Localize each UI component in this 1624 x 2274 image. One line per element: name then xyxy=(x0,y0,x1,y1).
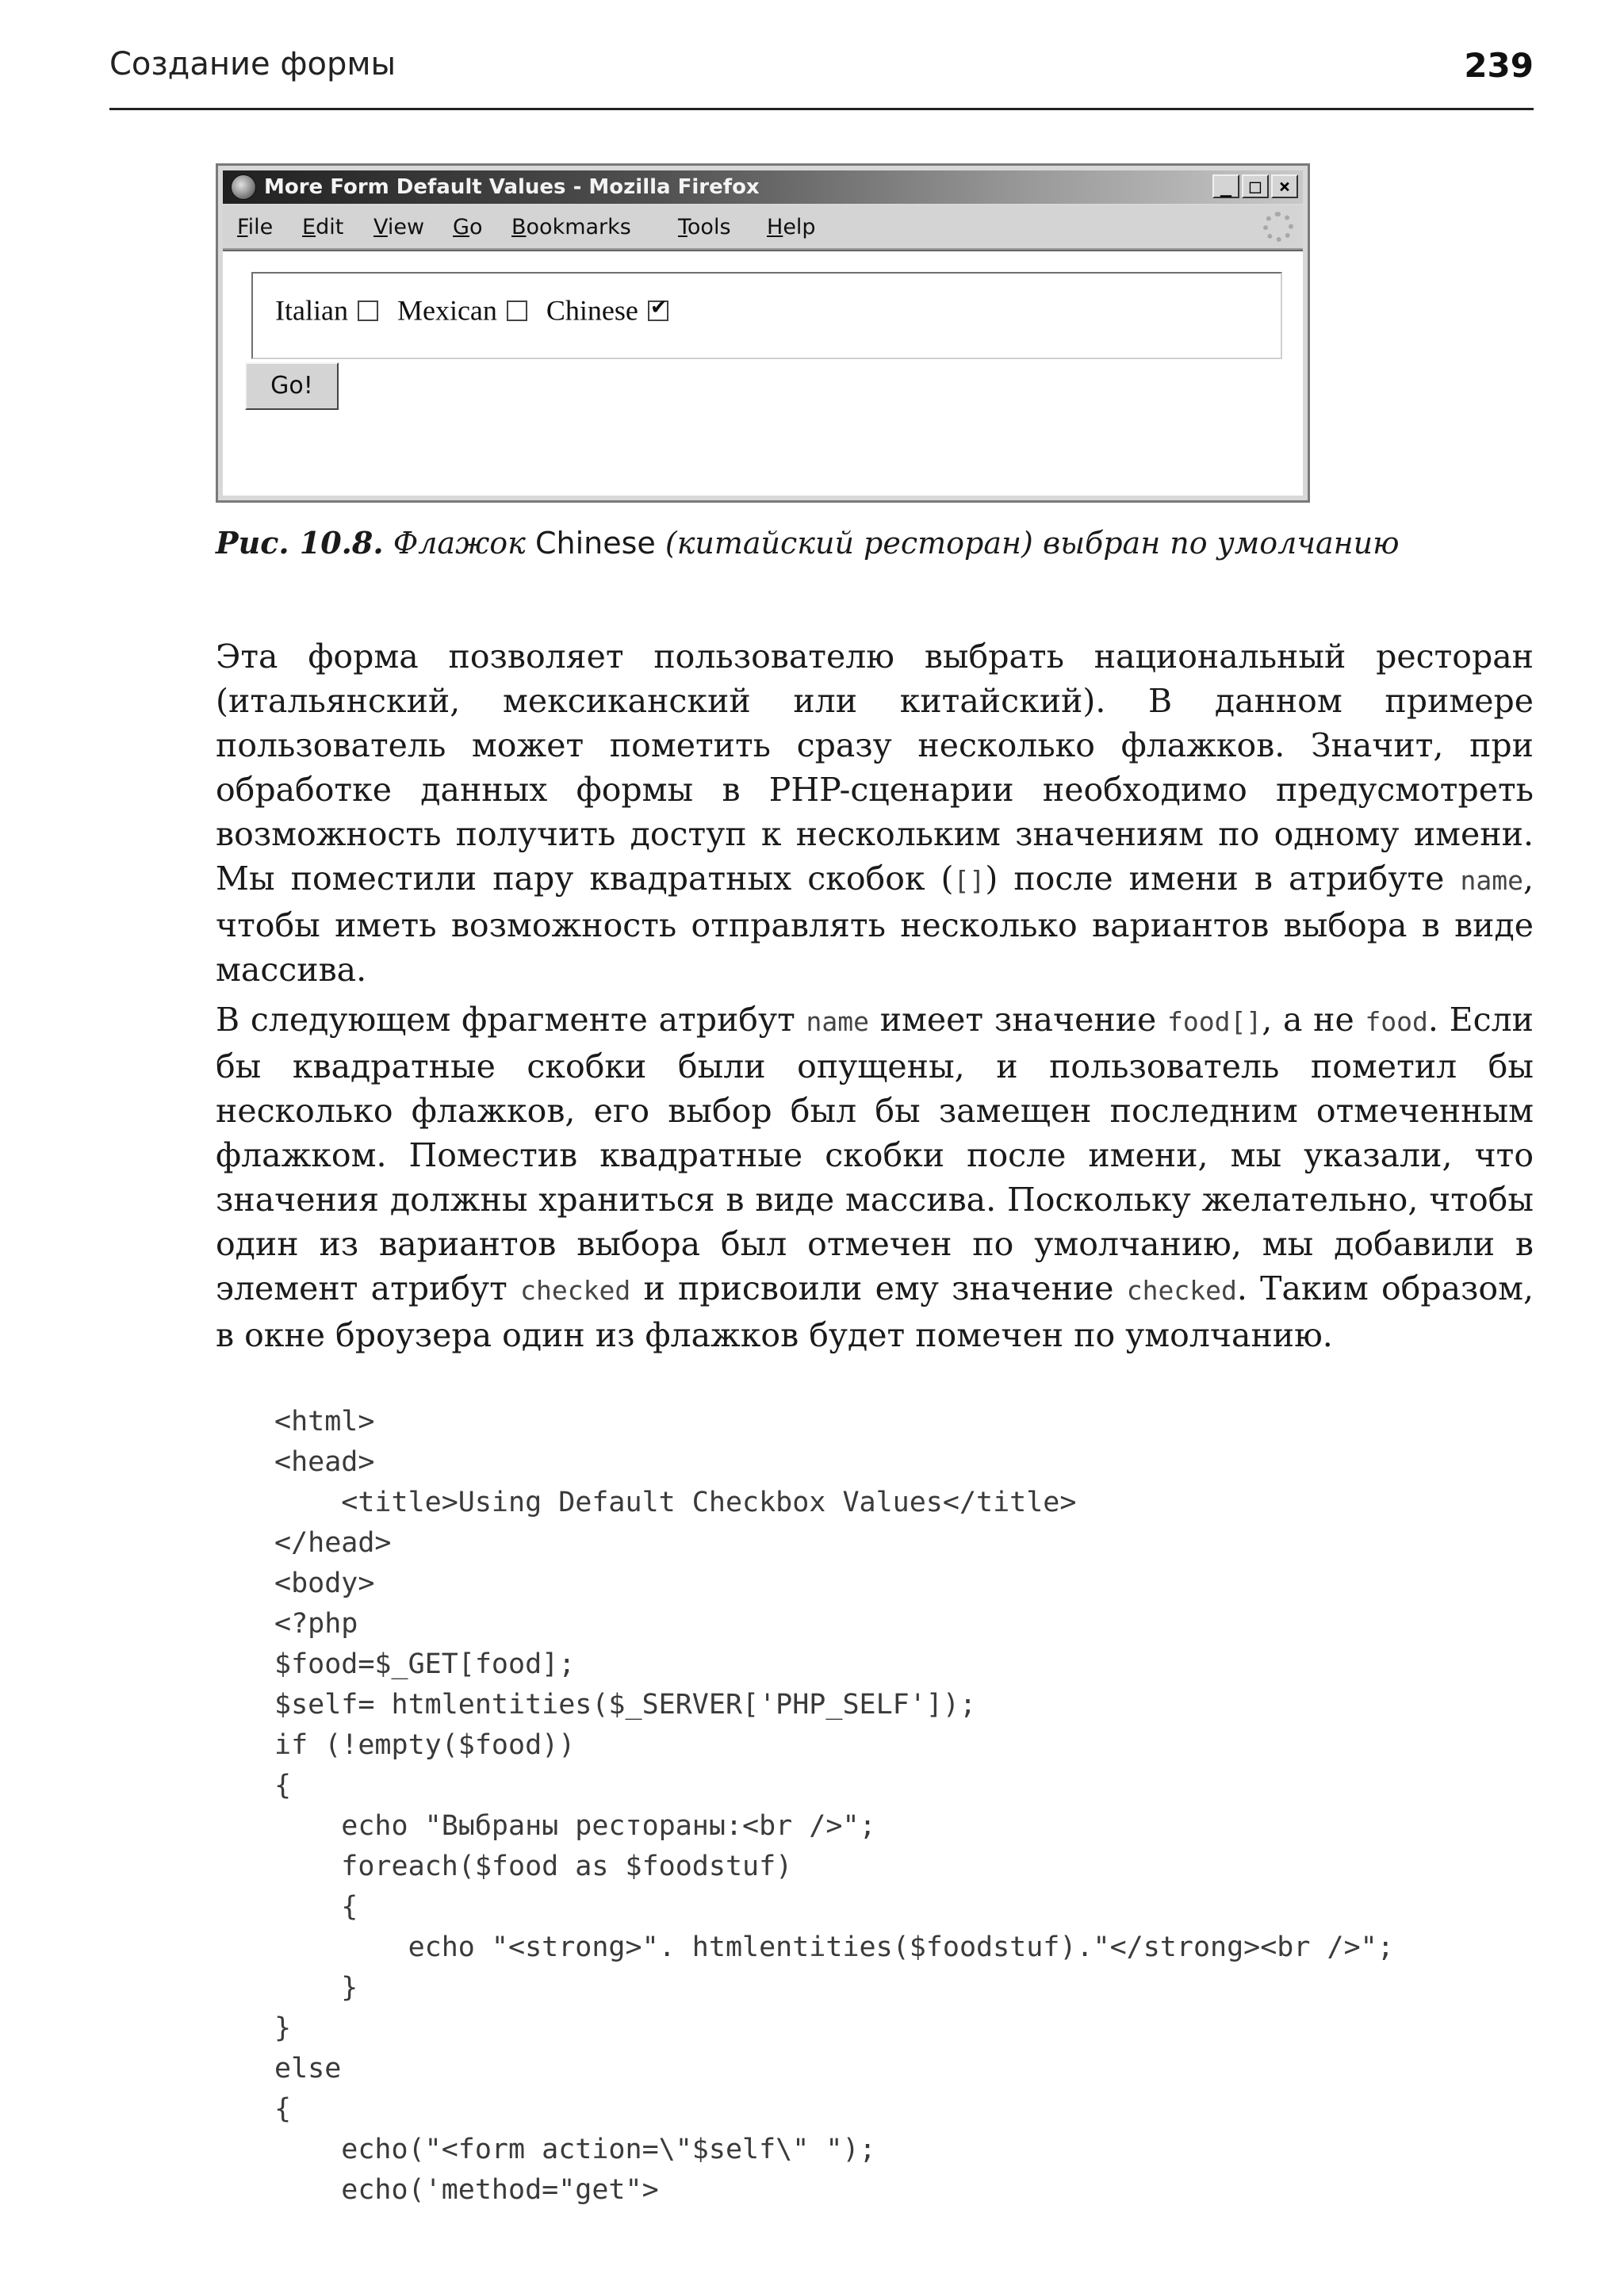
p2-code-food: food xyxy=(1365,1006,1428,1037)
throbber-icon xyxy=(1263,212,1293,242)
minimize-icon[interactable]: _ xyxy=(1212,174,1239,198)
code-line: if (!empty($food)) xyxy=(274,1729,576,1761)
menu-go[interactable]: Go xyxy=(453,215,483,239)
paragraph-1 xyxy=(216,634,1534,992)
code-line: { xyxy=(274,1770,292,1801)
code-line: <head> xyxy=(274,1446,375,1478)
code-line: </head> xyxy=(274,1527,392,1559)
code-line: } xyxy=(274,2012,292,2044)
code-line: echo "Выбраны рестораны:<br />"; xyxy=(274,1810,876,1842)
p2-text-b: имеет значение xyxy=(879,1001,1157,1039)
p1-text-a: Эта форма позволяет пользователю выбрать национальный ресторан (итальянский, мексиканский или китайский). В данном примере пользователь может пометить сразу несколько флажков. Значит, при обработке данных формы в PHP-сценарии необходимо предусмотреть возможность получить доступ к нескольким значениям по одному имени. Мы поместили пару квадратных скобок ( xyxy=(216,637,1534,898)
go-button[interactable]: Go! xyxy=(245,362,339,410)
code-line: { xyxy=(274,1891,358,1923)
window-controls xyxy=(1210,174,1298,200)
code-line: echo "<strong>". htmlentities($foodstuf)."</strong><br />"; xyxy=(274,1931,1394,1963)
p2-text-e: и присвоили ему значение xyxy=(643,1269,1114,1307)
paragraph-2 xyxy=(216,997,1534,1357)
menu-file[interactable]: File xyxy=(237,215,274,239)
code-line: $self= htmlentities($_SERVER['PHP_SELF']); xyxy=(274,1689,977,1721)
caption-number: Рис. 10.8. xyxy=(216,525,384,561)
code-line: { xyxy=(274,2093,292,2125)
menu-tools[interactable]: Tools xyxy=(678,215,731,239)
p1-code-name: name xyxy=(1460,865,1523,896)
menu-bar xyxy=(223,205,1303,250)
checkbox-italian[interactable] xyxy=(358,301,378,321)
code-listing xyxy=(274,1402,1527,2211)
close-icon[interactable]: × xyxy=(1271,174,1298,198)
p2-text-f: . Таким образом, в окне броузера один из флажков будет помечен по умолчанию. xyxy=(216,1269,1534,1354)
code-line: foreach($food as $foodstuf) xyxy=(274,1851,793,1882)
menu-view[interactable]: View xyxy=(373,215,425,239)
figure-caption xyxy=(216,525,1400,561)
caption-text-c: (китайский ресторан) выбран по умолчанию xyxy=(665,526,1400,561)
p2-text-c: , а не xyxy=(1262,1001,1354,1039)
p2-text-a: В следующем фрагменте атрибут xyxy=(216,1001,795,1039)
maximize-icon[interactable]: □ xyxy=(1242,174,1269,198)
code-line: else xyxy=(274,2053,342,2084)
checkbox-label-chinese: Chinese xyxy=(546,294,638,327)
p2-code-name: name xyxy=(806,1006,869,1037)
code-line: <html> xyxy=(274,1406,375,1438)
p1-text-c: , чтобы иметь возможность отправлять несколько вариантов выбора в виде массива. xyxy=(216,859,1534,989)
window-title: More Form Default Values - Mozilla Firefox xyxy=(264,175,760,199)
menu-bookmarks[interactable]: Bookmarks xyxy=(511,215,631,239)
p2-code-checked-value: checked xyxy=(1126,1275,1237,1306)
code-line: <body> xyxy=(274,1568,375,1599)
code-line: <title>Using Default Checkbox Values</title> xyxy=(274,1487,1077,1518)
header-rule xyxy=(109,108,1534,110)
running-head xyxy=(109,46,1534,94)
code-line: echo("<form action=\"$self\" "); xyxy=(274,2134,876,2165)
caption-text-b: Chinese xyxy=(534,526,656,561)
checkbox-chinese[interactable] xyxy=(648,301,668,321)
menu-help[interactable]: Help xyxy=(767,215,816,239)
browser-window-figure xyxy=(216,163,1310,503)
window-titlebar xyxy=(223,170,1303,204)
checkbox-row xyxy=(275,291,688,327)
code-line: } xyxy=(274,1972,358,2004)
page-number: 239 xyxy=(1464,46,1534,85)
section-title: Создание формы xyxy=(109,46,396,82)
form-fieldset xyxy=(251,272,1282,359)
checkbox-label-mexican: Mexican xyxy=(396,294,497,327)
page-content xyxy=(223,250,1303,496)
p2-code-checked-attr: checked xyxy=(520,1275,631,1306)
code-line: <?php xyxy=(274,1608,358,1640)
caption-text-a: Флажок xyxy=(393,526,526,561)
p1-text-b: ) после имени в атрибуте xyxy=(985,859,1445,898)
menu-edit[interactable]: Edit xyxy=(302,215,344,239)
checkbox-label-italian: Italian xyxy=(275,294,348,327)
code-line: echo('method="get"> xyxy=(274,2174,659,2206)
p2-code-food-array: food[] xyxy=(1166,1006,1262,1037)
firefox-icon xyxy=(231,174,256,200)
code-line: $food=$_GET[food]; xyxy=(274,1648,576,1680)
checkbox-mexican[interactable] xyxy=(507,301,527,321)
p2-text-d: . Если бы квадратные скобки были опущены, и пользователь пометил бы несколько флажков, его выбор был бы замещен последним отмеченным флажком. Поместив квадратные скобки после имени, мы указали, что значения должны храниться в виде массива. Поскольку желательно, чтобы один из вариантов выбора был отмечен по умолчанию, мы добавили в элемент атрибут xyxy=(216,1001,1534,1307)
p1-code-brackets: [] xyxy=(953,865,986,896)
